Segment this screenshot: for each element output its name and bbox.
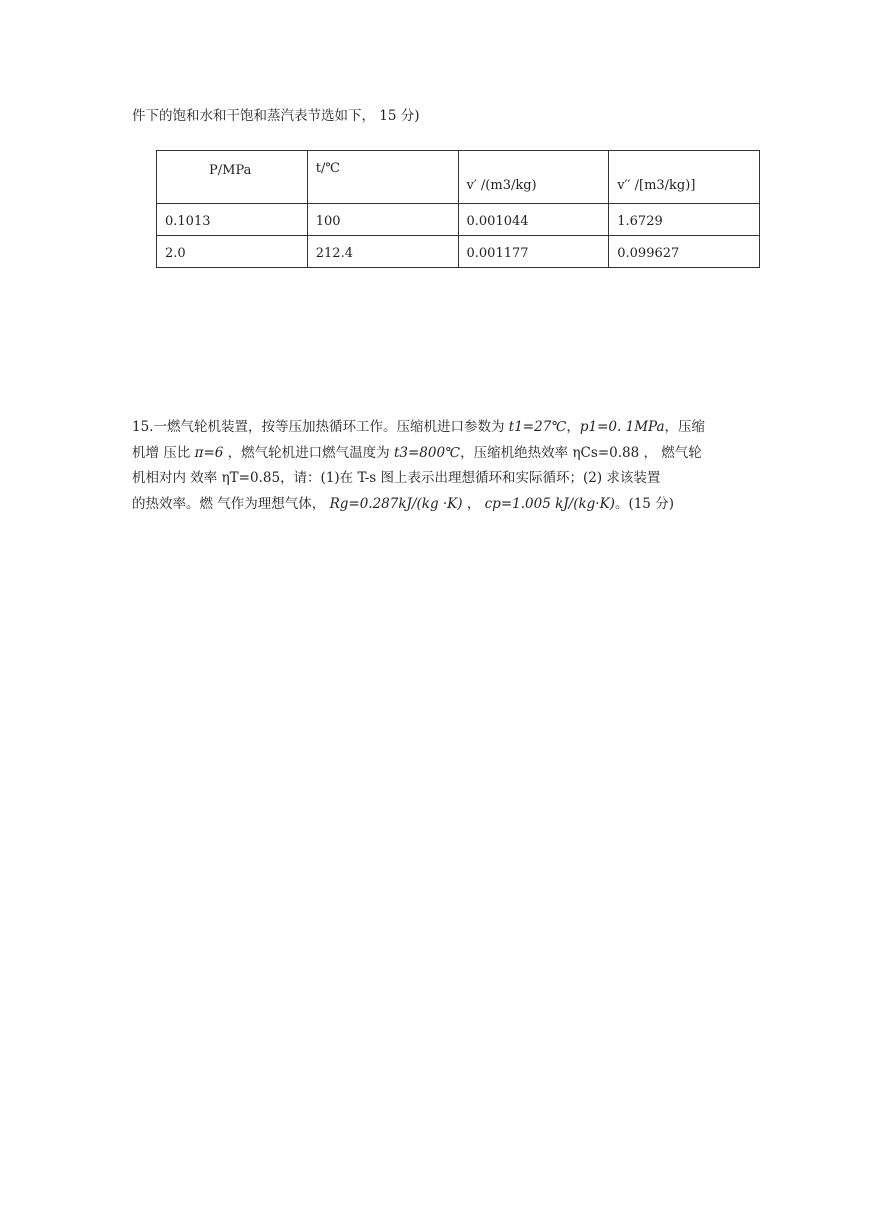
formula-cp: cp=1.005 kJ/(kg·K)	[484, 495, 615, 512]
formula-t1: t1=27℃	[508, 419, 567, 435]
table-cell: 0.001177	[458, 236, 609, 268]
problem-text: ，燃气轮机进口燃气温度为	[223, 444, 394, 461]
table-row	[157, 204, 760, 236]
table-cell: 0.099627	[609, 236, 760, 268]
table-cell: 100	[307, 204, 458, 236]
table-cell: 2.0	[157, 236, 308, 268]
formula-eta-t: ηT=0.85	[221, 470, 281, 486]
problem-text: 机增 压比	[132, 444, 195, 461]
header-pressure: P/MPa	[157, 151, 308, 204]
problem-15	[132, 415, 742, 517]
problem-text: 一燃气轮机装置，按等压加热循环工作。压缩机进口参数为	[153, 419, 509, 435]
problem-text: ，压缩	[664, 419, 706, 435]
formula-pressure-ratio: π=6	[194, 444, 224, 461]
problem-text: 。(15 分)	[614, 495, 674, 512]
table-header-row	[157, 151, 760, 204]
problem-line: 15.一燃气轮机装置，按等压加热循环工作。压缩机进口参数为 t1=27℃，p1=0. 1MPa，压缩	[132, 419, 706, 435]
table-cell: 1.6729	[609, 204, 760, 236]
intro-text: 件下的饱和水和干饱和蒸汽表节选如下， 15 分)	[132, 108, 420, 124]
problem-line	[132, 492, 742, 518]
header-specific-volume-vapor: v′′ /[m3/kg)]	[609, 151, 760, 204]
problem-text: ，压缩机绝热效率	[460, 444, 573, 461]
problem-text: 的热效率。燃 气作为理想气体，	[132, 495, 330, 512]
table-row	[157, 236, 760, 268]
steam-table	[156, 150, 760, 268]
table-cell: 0.1013	[157, 204, 308, 236]
formula-p1: p1=0. 1MPa	[579, 419, 665, 435]
problem-number: 15.	[132, 419, 154, 435]
problem-text: ，请：(1)在 T-s 图上表示出理想循环和实际循环；(2) 求该装置	[280, 470, 661, 486]
problem-line	[132, 466, 742, 492]
formula-eta-cs: ηCs=0.88	[572, 444, 640, 461]
header-temperature: t/℃	[307, 151, 458, 204]
problem-text: ，	[462, 495, 485, 512]
table-cell: 212.4	[307, 236, 458, 268]
header-specific-volume-liquid: v′ /(m3/kg)	[458, 151, 609, 204]
problem-text: 机相对内 效率	[132, 470, 222, 486]
problem-text: ， 燃气轮	[639, 444, 702, 461]
formula-rg: Rg=0.287kJ/(kg ·K)	[329, 495, 463, 512]
table-cell: 0.001044	[458, 204, 609, 236]
problem-line	[132, 441, 742, 467]
formula-t3: t3=800℃	[393, 444, 461, 461]
